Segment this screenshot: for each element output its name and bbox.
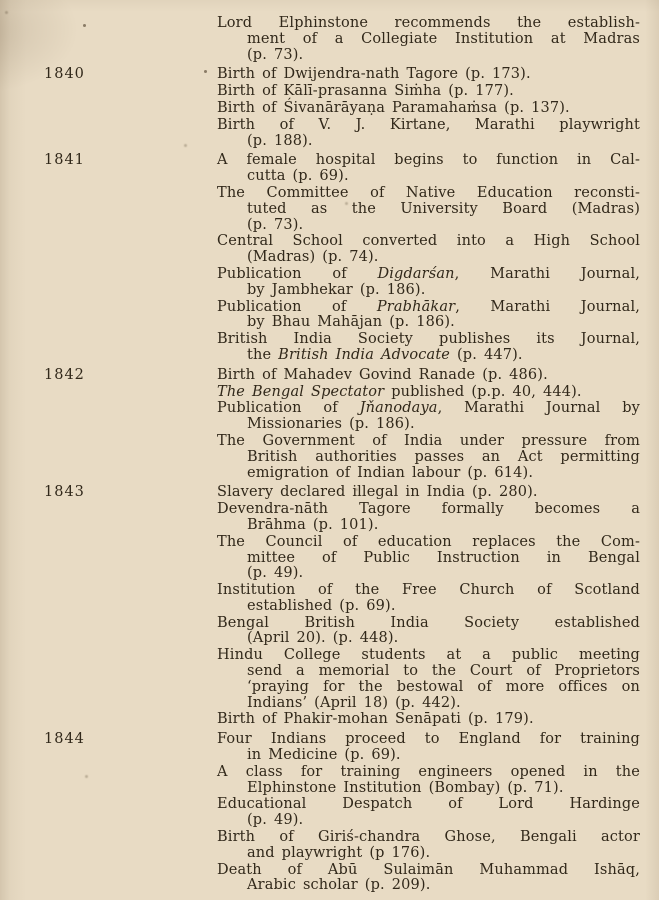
text-line: [217, 315, 640, 331]
text-segment: ‘praying for the bestowal of more offices on: [247, 678, 640, 695]
text-segment: Arabic scholar (p. 209).: [247, 877, 431, 894]
entry: [217, 830, 640, 862]
text-segment: send a memorial to the Court of Proprietors: [247, 663, 640, 680]
text-line: [217, 348, 640, 364]
entry: [217, 434, 640, 481]
text-line: [217, 401, 640, 417]
entry: [217, 332, 640, 364]
text-segment: and playwright (p 176).: [247, 844, 431, 861]
text-segment: Missionaries (p. 186).: [247, 416, 415, 433]
entry: [217, 535, 640, 582]
entry: [217, 234, 640, 266]
text-segment: Death of Abū Sulaimān Muhammad Ishāq,: [217, 861, 640, 878]
text-line: [217, 551, 640, 567]
text-line: [217, 16, 640, 32]
text-segment: Lord Elphinstone recommends the establish-: [217, 15, 640, 31]
year-section: [44, 152, 641, 363]
text-segment: Brāhma (p. 101).: [247, 516, 379, 533]
text-segment: Institution of the Free Church of Scotland: [217, 582, 640, 599]
entry: [217, 385, 640, 401]
text-segment: (p. 73).: [247, 46, 304, 63]
text-segment: Birth of Giriś-chandra Ghose, Bengali actor: [217, 829, 640, 846]
entry: [217, 101, 640, 117]
entry: [217, 648, 640, 711]
paper-speck: [85, 775, 88, 778]
text-line: [217, 696, 640, 712]
entry: [217, 732, 640, 764]
text-line: [217, 234, 640, 250]
text-segment: the: [247, 346, 279, 363]
paper-speck: [184, 144, 187, 147]
year-section: [44, 66, 640, 149]
entry: [217, 300, 640, 332]
text-line: [217, 218, 640, 234]
chronology: [44, 15, 641, 895]
text-segment: Central School converted into a High School: [217, 233, 640, 250]
text-line: [217, 518, 640, 534]
text-segment: tuted as the University Board (Madras): [247, 200, 640, 217]
text-segment: (p. 447).: [450, 346, 523, 363]
entry: [217, 765, 640, 797]
text-line: [217, 485, 640, 501]
text-line: [217, 535, 640, 551]
entry: [217, 368, 640, 384]
year-label: 1844: [44, 731, 85, 748]
text-segment: Birth of V. J. Kirtane, Marathi playwright: [217, 116, 640, 133]
paper-speck: [5, 11, 8, 14]
text-line: [217, 566, 640, 582]
text-segment: (April 20). (p. 448).: [247, 630, 399, 647]
text-line: [217, 502, 640, 518]
paper-speck: [345, 202, 348, 205]
entry: [217, 712, 640, 728]
year-section: [44, 484, 640, 728]
year-section: [44, 731, 640, 894]
text-segment: Birth of Kālī-prasanna Siṁha (p. 177).: [217, 83, 514, 100]
year-label: 1843: [44, 484, 85, 501]
text-line: [217, 664, 640, 680]
text-line: [217, 434, 640, 450]
text-segment: British India Society publishes its Journal,: [217, 331, 640, 348]
text-segment: Indians’ (April 18) (p. 442).: [247, 694, 461, 711]
text-segment: by Bhau Mahājan (p. 186).: [247, 314, 455, 331]
text-segment: published (p.p. 40, 444).: [384, 383, 582, 400]
text-segment: The Government of India under pressure from: [217, 432, 640, 449]
text-segment: British authorities passes an Act permitting: [247, 448, 640, 465]
text-line: [217, 202, 640, 218]
text-line: [217, 765, 640, 781]
text-line: [217, 846, 640, 862]
text-line: [217, 385, 640, 401]
paper-speck: [355, 488, 358, 491]
text-segment: Elphinstone Institution (Bombay) (p. 71).: [247, 779, 564, 796]
text-line: [217, 712, 640, 728]
text-line: [217, 32, 640, 48]
text-segment: Publication of: [217, 298, 377, 315]
entry: [217, 16, 640, 63]
text-segment: emigration of Indian labour (p. 614).: [247, 464, 534, 481]
text-line: [217, 332, 640, 348]
text-segment: A female hospital begins to function in Cal-: [217, 152, 640, 169]
text-segment: by Jambhekar (p. 186).: [247, 281, 426, 298]
text-segment: The Council of education replaces the Com-: [217, 533, 640, 550]
text-line: [217, 631, 640, 647]
italic-title: The Bengal Spectator: [217, 383, 385, 400]
entry: [217, 84, 640, 100]
text-line: [217, 732, 640, 748]
entry: [217, 401, 640, 433]
text-line: [217, 599, 640, 615]
text-segment: (p. 49).: [247, 812, 304, 829]
text-segment: Bengal British India Society established: [217, 614, 640, 631]
text-line: [217, 813, 640, 829]
entry: [217, 583, 640, 615]
italic-title: British India Advocate: [278, 346, 451, 363]
entry: [217, 267, 640, 299]
text-line: [217, 186, 640, 202]
text-segment: Educational Despatch of Lord Hardinge: [217, 796, 640, 813]
text-line: [217, 283, 640, 299]
text-segment: , Marathi Journal by: [437, 400, 640, 417]
text-segment: Four Indians proceed to England for training: [217, 731, 640, 748]
paper-speck: [83, 24, 86, 27]
text-segment: Birth of Phakir-mohan Senāpati (p. 179).: [217, 711, 534, 728]
text-line: [217, 417, 640, 433]
text-line: [217, 583, 640, 599]
text-line: [217, 67, 640, 83]
text-segment: established (p. 69).: [247, 597, 396, 614]
text-segment: Slavery declared illegal in India (p. 280).: [217, 484, 538, 501]
text-line: [217, 450, 640, 466]
text-line: [217, 797, 640, 813]
text-line: [217, 748, 640, 764]
text-segment: Birth of Dwijendra-nath Tagore (p. 173).: [217, 66, 531, 83]
text-line: [217, 169, 640, 185]
year-label: 1841: [44, 152, 85, 169]
entry: [217, 186, 640, 233]
text-segment: (p. 188).: [247, 132, 313, 149]
text-segment: cutta (p. 69).: [247, 168, 349, 185]
text-line: [217, 878, 640, 894]
entry: [217, 118, 640, 150]
year-label: 1840: [44, 66, 85, 83]
text-segment: , Marathi Journal,: [455, 298, 641, 315]
entry: [217, 797, 640, 829]
text-segment: Hindu College students at a public meeting: [217, 647, 640, 664]
text-line: [217, 250, 640, 266]
entry: [217, 485, 640, 501]
text-line: [217, 781, 640, 797]
text-line: [217, 101, 640, 117]
text-segment: A class for training engineers opened in the: [217, 763, 640, 780]
text-line: [217, 134, 640, 150]
entry: [217, 616, 640, 648]
italic-title: Jňanodaya: [359, 400, 438, 417]
entry: [217, 153, 640, 185]
year-section: [217, 16, 640, 63]
entry: [217, 67, 640, 83]
text-line: [217, 267, 640, 283]
text-line: [217, 680, 640, 696]
text-line: [217, 466, 640, 482]
text-segment: Publication of: [217, 400, 360, 417]
text-segment: ment of a Collegiate Institution at Madras: [247, 30, 640, 47]
text-line: [217, 830, 640, 846]
text-line: [217, 648, 640, 664]
year-label: 1842: [44, 366, 85, 383]
text-segment: (p. 73).: [247, 216, 304, 233]
text-line: [217, 863, 640, 879]
text-segment: The Committee of Native Education reconsti-: [217, 184, 640, 201]
paper-speck: [204, 70, 207, 73]
text-line: [217, 84, 640, 100]
text-line: [217, 616, 640, 632]
italic-title: Prabhākar: [376, 298, 456, 315]
text-segment: , Marathi Journal,: [454, 265, 641, 282]
text-line: [217, 118, 640, 134]
text-line: [217, 48, 640, 64]
italic-title: Digdarśan: [377, 265, 455, 282]
text-segment: Birth of Mahadev Govind Ranade (p. 486).: [217, 366, 548, 383]
text-segment: (p. 49).: [247, 565, 304, 582]
text-segment: Publication of: [217, 265, 378, 282]
text-line: [217, 368, 640, 384]
text-segment: Devendra-nāth Tagore formally becomes a: [217, 501, 640, 518]
entry: [217, 502, 640, 534]
text-line: [217, 300, 640, 316]
text-segment: (Madras) (p. 74).: [247, 249, 379, 266]
text-segment: Birth of Śivanārāyaṇa Paramahaṁsa (p. 137).: [217, 99, 570, 116]
paper-speck: [617, 648, 620, 651]
entry: [217, 863, 640, 895]
text-line: [217, 153, 640, 169]
year-section: [44, 366, 640, 482]
text-segment: in Medicine (p. 69).: [247, 747, 401, 764]
text-segment: mittee of Public Instruction in Bengal: [247, 549, 640, 566]
